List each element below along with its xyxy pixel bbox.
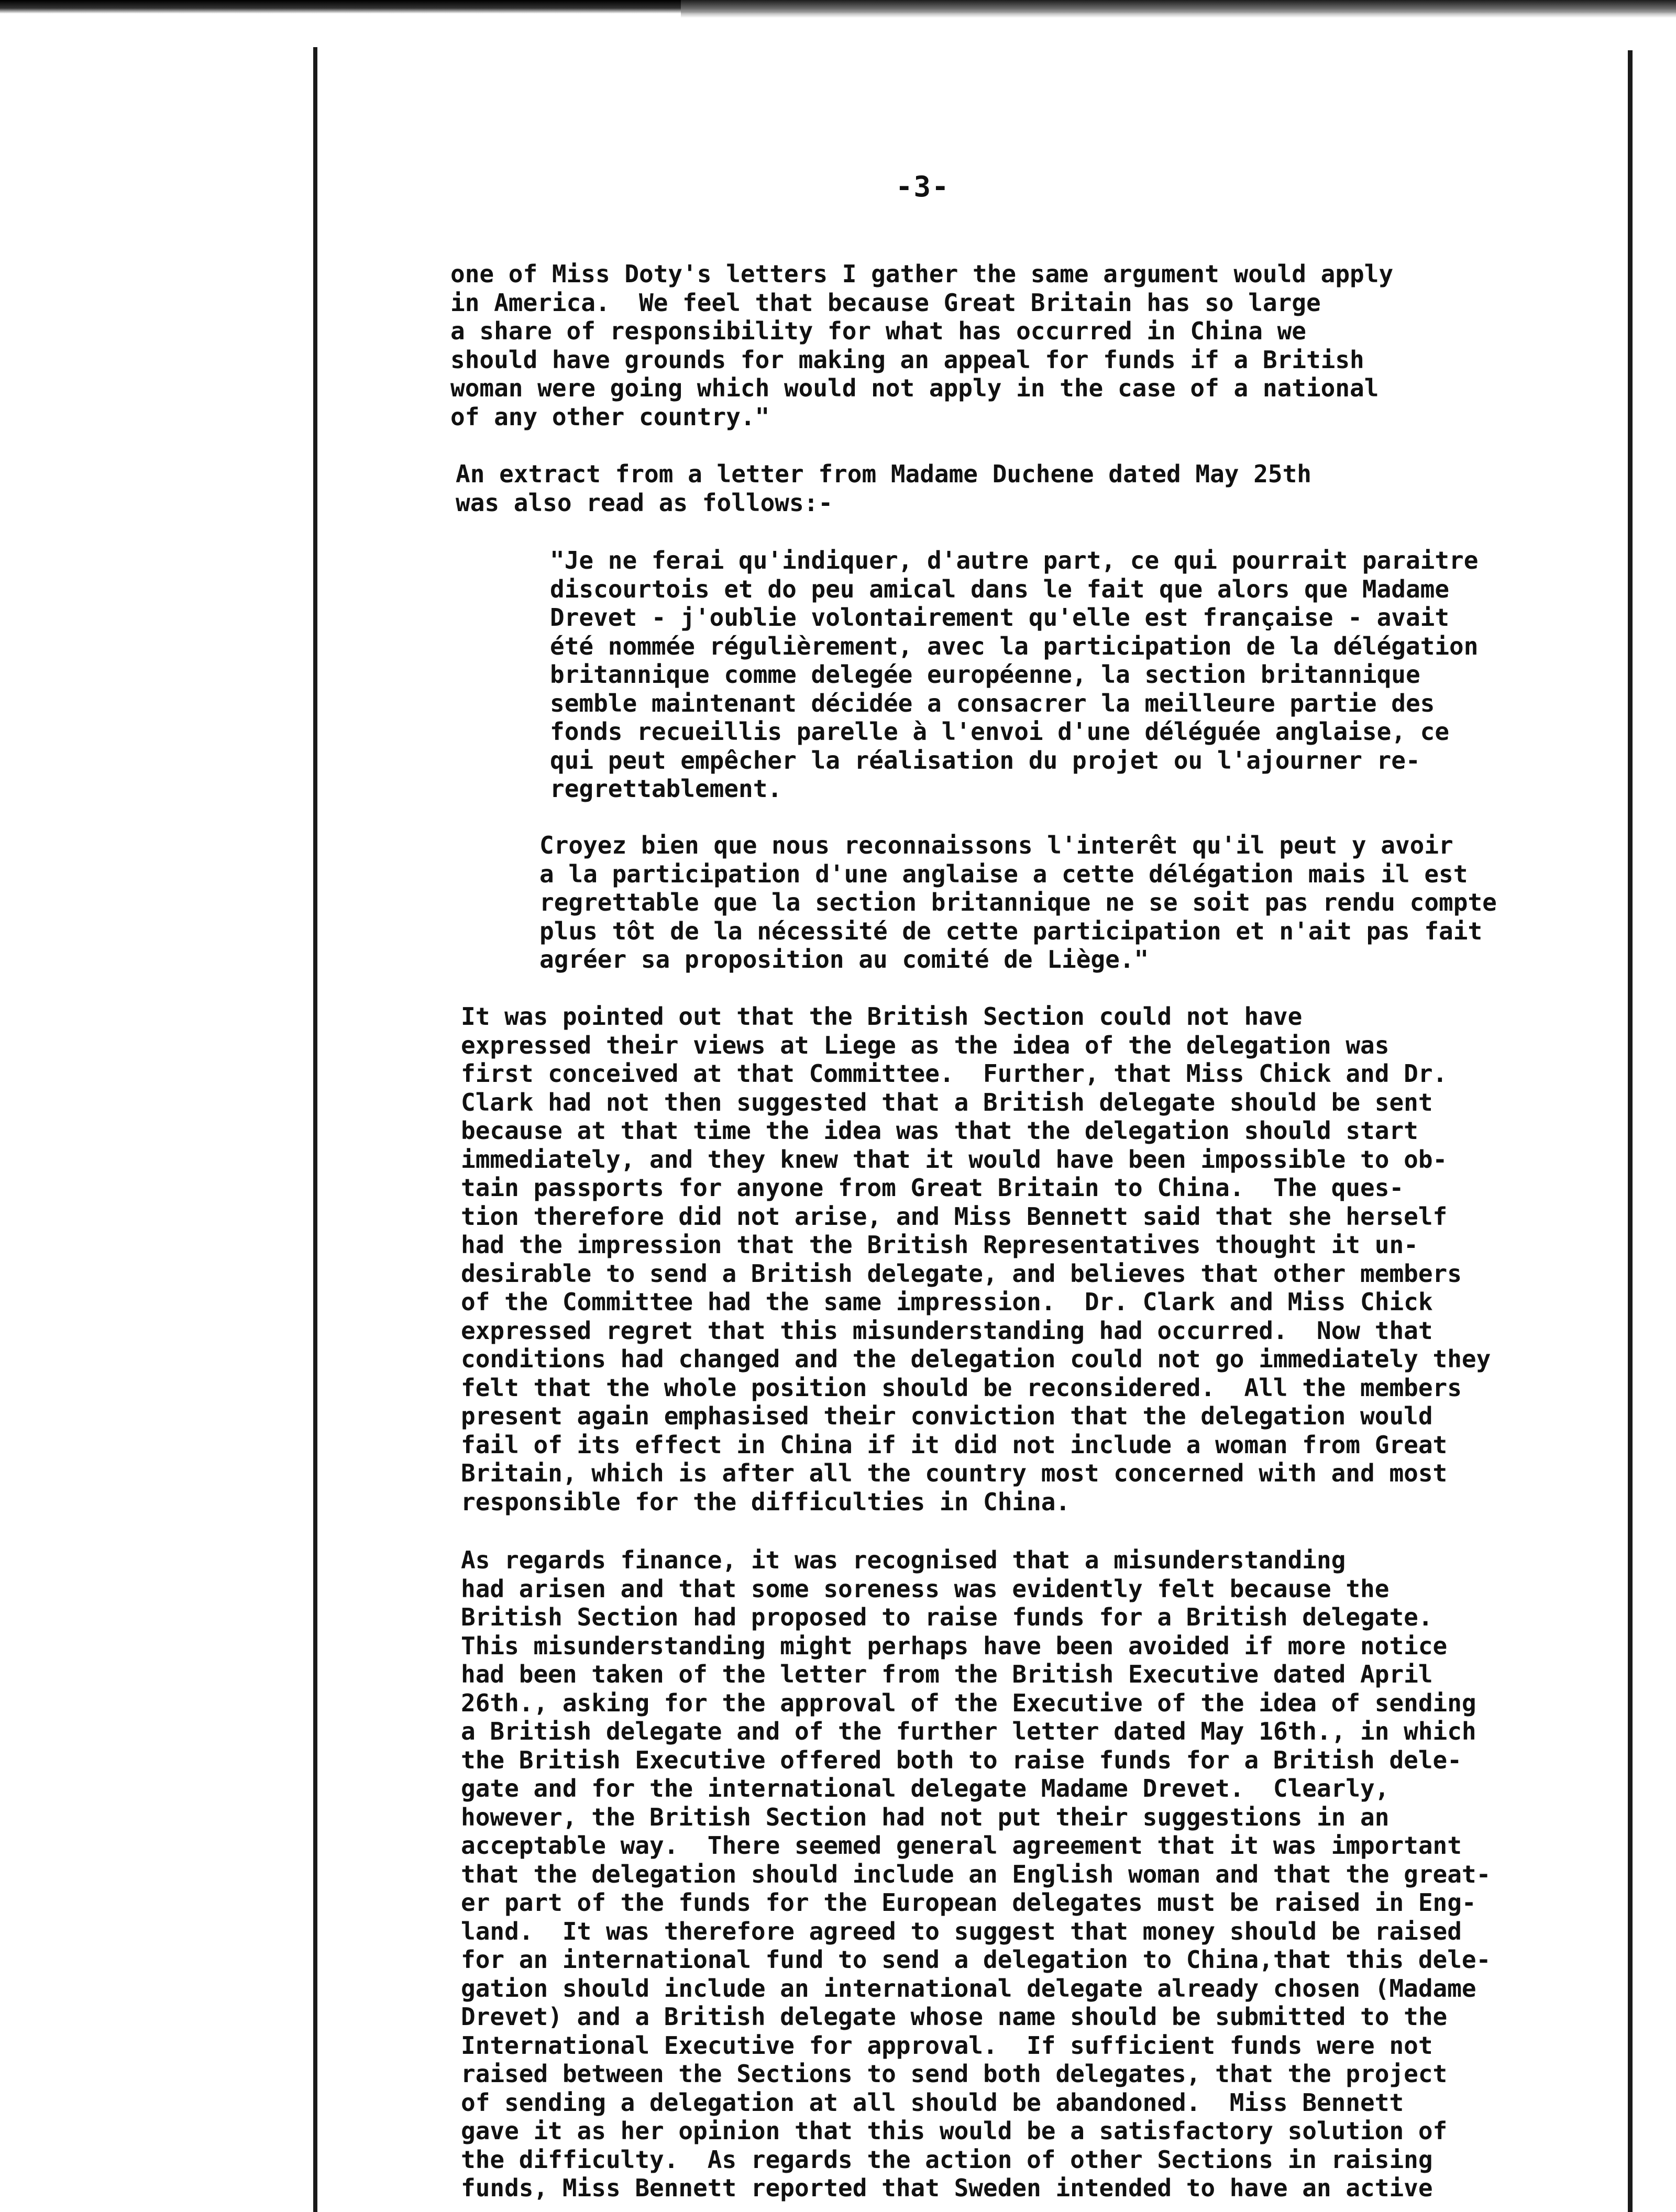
page-right-edge: [1628, 50, 1633, 2212]
scan-top-shadow: [681, 0, 1676, 18]
paragraph-quote-continuation: one of Miss Doty's letters I gather the same argument would apply in America. We feel that because Great Britain has so large a share of responsibility for what has occurred in China we should have grounds for making an appeal for funds if a British woman were going which would not apply in the case of a national of any other country.": [450, 260, 1394, 431]
paragraph-liege-discussion: It was pointed out that the British Section could not have expressed their views at Liege as the idea of the delegation was first conceived at that Committee. Further, that Miss Chick and Dr. Clark had not then suggested that a British delegate should be sent because at that time the idea was that the delegation should start immediately, and they knew that it would have been impossible to ob- tain passports for anyone from Great Britain to China. The ques- tion therefore did not arise, and Miss Bennett said that she herself had the impression that the British Representatives thought it un- desirable to send a British delegate, and believes that other members of the Committee had the same impression. Dr. Clark and Miss Chick expressed regret that this misunderstanding had occurred. Now that conditions had changed and the delegation could not go immediately they felt that the whole position should be reconsidered. All the members present again emphasised their conviction that the delegation would fail of its effect in China if it did not include a woman from Great Britain, which is after all the country most concerned with and most responsible for the difficulties in China.: [461, 1002, 1491, 1516]
paragraph-extract-intro: An extract from a letter from Madame Duchene dated May 25th was also read as follows:-: [456, 460, 1311, 517]
page-number: -3-: [896, 170, 950, 203]
paragraph-finance: As regards finance, it was recognised that a misunderstanding had arisen and that some soreness was evidently felt because the British Section had proposed to raise funds for a British delegate. This misunderstanding might perhaps have been avoided if more notice had been taken of the letter from the British Executive dated April 26th., asking for the approval of the Executive of the idea of sending a British delegate and of the further letter dated May 16th., in which the British Executive offered both to raise funds for a British dele- gate and for the international delegate Madame Drevet. Clearly, however, the British Section had not put their suggestions in an acceptable way. There seemed general agreement that it was important that the delegation should include an English woman and that the great- er part of the funds for the European delegates must be raised in Eng- land. It was therefore agreed to suggest that money should be raised for an international fund to send a delegation to China,that this dele- gation should include an international delegate already chosen (Madame Drevet) and a British delegate whose name should be submitted to the International Executive for approval. If sufficient funds were not raised between the Sections to send both delegates, that the project of sending a delegation at all should be abandoned. Miss Bennett gave it as her opinion that this would be a satisfactory solution of the difficulty. As regards the action of other Sections in raising funds, Miss Bennett reported that Sweden intended to have an active: [461, 1546, 1491, 2202]
paragraph-french-quote-1: "Je ne ferai qu'indiquer, d'autre part, ce qui pourrait paraitre discourtois et do peu amical dans le fait que alors que Madame Drevet - j'oublie volontairement qu'elle est française - avait été nommée régulièrement, avec la participation de la délégation britannique comme delegée européenne, la section britannique semble maintenant décidée a consacrer la meilleure partie des fonds recueillis parelle à l'envoi d'une déléguée anglaise, ce qui peut empêcher la réalisation du projet ou l'ajourner re- regrettablement.: [550, 546, 1479, 803]
paragraph-french-quote-2: Croyez bien que nous reconnaissons l'interêt qu'il peut y avoir a la participation d'une anglaise a cette délégation mais il est regrettable que la section britannique ne se soit pas rendu compte plus tôt de la nécessité de cette participation et n'ait pas fait agréer sa proposition au comité de Liège.": [539, 831, 1497, 974]
page-left-edge: [313, 47, 317, 2212]
